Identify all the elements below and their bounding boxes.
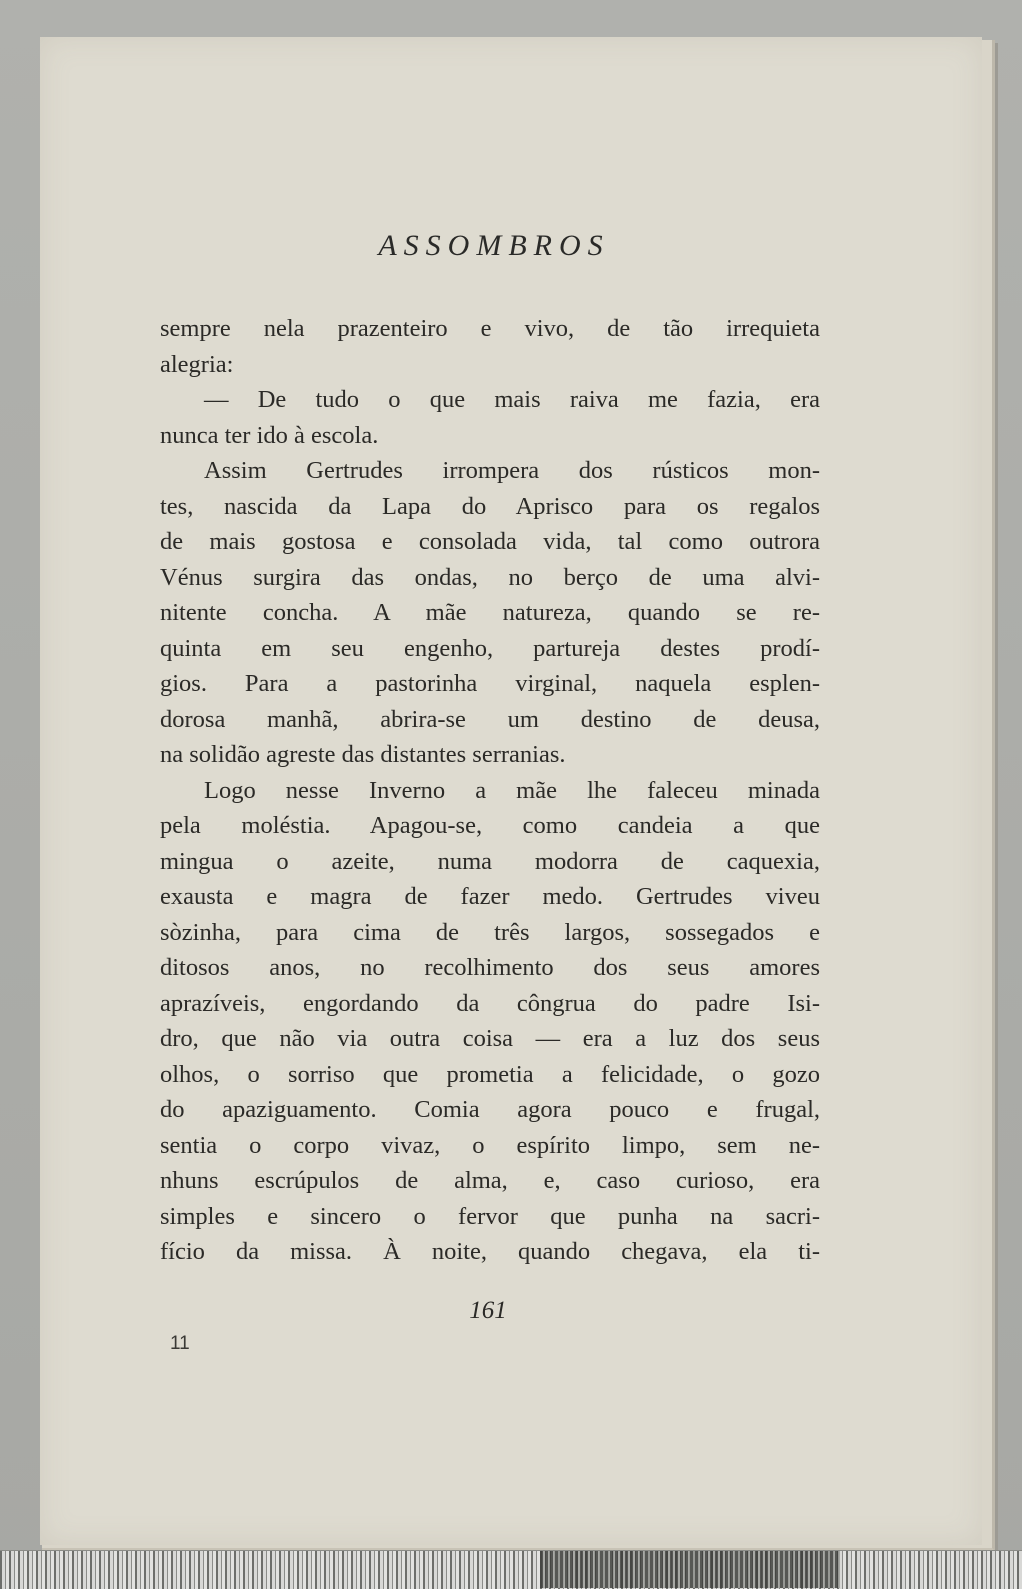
text-line: gios. Para a pastorinha virginal, naquela esplen-: [160, 670, 820, 697]
text-line: nitente concha. A mãe natureza, quando se re-: [160, 599, 820, 626]
text-line: aprazíveis, engordando da côngrua do padre Isi-: [160, 989, 820, 1017]
text-line: sòzinha, para cima de três largos, sossegados e: [160, 918, 820, 946]
text-line: simples e sincero o fervor que punha na sacri-: [160, 1202, 820, 1230]
text-line: alegria:: [160, 350, 234, 378]
text-line: dorosa manhã, abrira-se um destino de deusa,: [160, 705, 820, 733]
text-line: olhos, o sorriso que prometia a felicidade, o gozo: [160, 1060, 820, 1088]
text-line: de mais gostosa e consolada vida, tal como outrora: [160, 528, 820, 555]
text-line: mingua o azeite, numa modorra de caquexia,: [160, 847, 820, 875]
text-line: nhuns escrúpulos de alma, e, caso curioso, era: [160, 1167, 820, 1194]
text-line: Assim Gertrudes irrompera dos rústicos mon-: [204, 457, 820, 484]
text-line: na solidão agreste das distantes serranias.: [160, 741, 566, 768]
text-line: exausta e magra de fazer medo. Gertrudes viveu: [160, 883, 820, 910]
text-line: pela moléstia. Apagou-se, como candeia a que: [160, 812, 820, 839]
text-line: Logo nesse Inverno a mãe lhe faleceu minada: [204, 776, 820, 804]
text-line: sentia o corpo vivaz, o espírito limpo, sem ne-: [160, 1131, 820, 1159]
signature-mark: 11: [170, 1333, 190, 1354]
text-line: do apaziguamento. Comia agora pouco e frugal,: [160, 1096, 820, 1123]
text-line: — De tudo o que mais raiva me fazia, era: [204, 386, 820, 413]
scan-ruler-dark-segment: [540, 1551, 840, 1588]
text-line: Vénus surgira das ondas, no berço de uma alvi-: [160, 563, 820, 591]
text-line: fício da missa. À noite, quando chegava, ela ti-: [160, 1238, 820, 1265]
text-line: sempre nela prazenteiro e vivo, de tão irrequieta: [160, 315, 820, 342]
running-head: ASSOMBROS: [378, 229, 610, 262]
text-line: tes, nascida da Lapa do Aprisco para os regalos: [160, 492, 820, 520]
page-number: 161: [469, 1297, 507, 1324]
body-text: [160, 311, 820, 1270]
text-line: nunca ter ido à escola.: [160, 421, 379, 449]
text-line: ditosos anos, no recolhimento dos seus amores: [160, 954, 820, 981]
text-line: dro, que não via outra coisa — era a luz dos seus: [160, 1025, 820, 1052]
scan-ruler: [0, 1550, 1022, 1589]
text-line: quinta em seu engenho, partureja destes prodí-: [160, 634, 820, 662]
